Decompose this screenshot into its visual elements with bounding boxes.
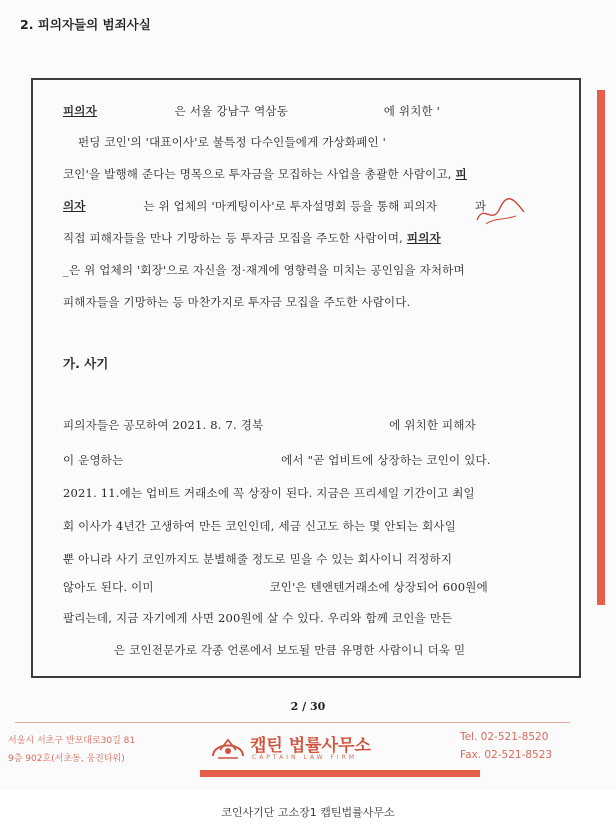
text-line-2: 펀딩 코인'의 '대표이사'로 불특정 다수인들에게 가상화폐인 '	[78, 135, 386, 149]
para-line-5: 뿐 아니라 사기 코인까지도 분별해줄 정도로 믿을 수 있는 회사이니 걱정하지	[63, 552, 453, 566]
para-line-7: 팔리는데, 지금 자기에게 사면 200원에 살 수 있다. 우리와 함께 코인을 만든	[63, 611, 453, 625]
para-line-1: 피의자들은 공모하여 2021. 8. 7. 경북 에 위치한 피해자	[63, 418, 476, 432]
para-line-6: 않아도 된다. 이미 코인'은 텐앤텐거래소에 상장되어 600원에	[63, 580, 488, 594]
section-heading: 2. 피의자들의 범죄사실	[20, 17, 151, 32]
para-line-4: 회 이사가 4년간 고생하여 만든 코인인데, 세금 신고도 하는 몇 안되는 회사일	[63, 519, 457, 533]
footer-accent-bar	[200, 770, 480, 777]
defendant-label-2: 의자	[63, 199, 86, 213]
image-caption: 코인사기단 고소장1 캡틴법률사무소	[221, 806, 395, 819]
footer-fax: Fax. 02-521-8523	[460, 749, 553, 761]
defendant-label-1: 피의자	[63, 104, 97, 118]
text-line-6: _은 위 업체의 '회장'으로 자신을 정·재계에 영향력을 미치는 공인임을 자처하며	[63, 263, 465, 277]
page-number: 2 / 30	[290, 700, 326, 713]
text-line-1: 피의자 은 서울 강남구 역삼동 에 위치한 '	[63, 104, 441, 118]
text-line-4: 의자 는 위 업체의 '마케팅이사'로 투자설명회 등을 통해 피의자 과	[63, 199, 487, 213]
red-ink-mark-icon	[472, 198, 532, 228]
para-line-3: 2021. 11.에는 업비트 거래소에 꼭 상장이 된다. 지금은 프리세일 기간이고 최일	[63, 486, 475, 500]
defendant-label-3: 피의자	[406, 231, 441, 245]
crest-icon	[210, 732, 246, 762]
firm-subtitle: CAPTAIN LAW FIRM	[252, 754, 358, 761]
para-line-2: 이 운영하는 에서 "곧 업비트에 상장하는 코인이 있다.	[63, 453, 491, 467]
firm-logo	[210, 730, 380, 766]
para-line-8: 은 코인전문가로 각종 언론에서 보도될 만큼 유명한 사람이니 더욱 믿	[114, 643, 466, 657]
footer-tel: Tel. 02-521-8520	[460, 731, 549, 743]
side-accent-bar	[597, 90, 605, 605]
footer-address-line-2: 9층 902호(서초동, 웅진타워)	[8, 754, 125, 764]
text-line-7: 피해자들을 기망하는 등 마찬가지로 투자금 모집을 주도한 사람이다.	[63, 295, 411, 309]
footer-divider	[15, 722, 570, 723]
text-line-3: 코인'을 발행해 준다는 명목으로 투자금을 모집하는 사업을 총괄한 사람이고, 피	[63, 167, 467, 181]
footer-address-line-1: 서울시 서초구 반포대로30길 81	[8, 736, 136, 746]
subsection-heading: 가. 사기	[63, 356, 109, 371]
firm-name: 캡틴 법률사무소	[250, 736, 371, 756]
text-line-5: 직접 피해자들을 만나 기망하는 등 투자금 모집을 주도한 사람이며, 피의자	[63, 231, 441, 245]
